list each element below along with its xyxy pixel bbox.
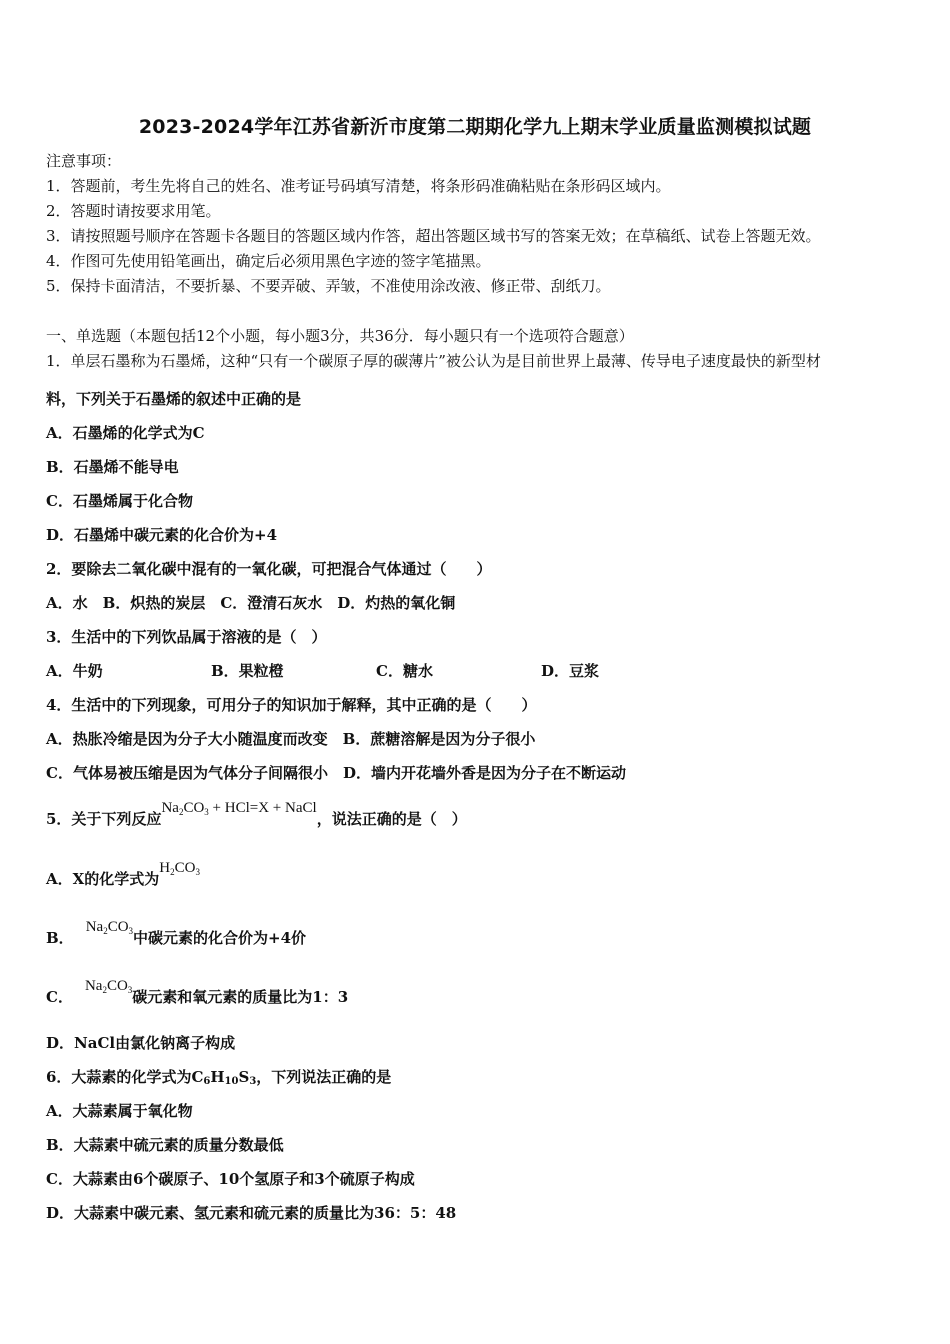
q5-option-c: C．$Na_2CO_3$碳元素和氧元素的质量比为1：3 <box>46 978 349 1006</box>
q5-option-d: D．NaCl由氯化钠离子构成 <box>46 1034 236 1052</box>
q6-option-b: B．大蒜素中硫元素的质量分数最低 <box>46 1136 284 1154</box>
q1-stem-line1: 1．单层石墨称为石墨烯，这种“只有一个碳原子厚的碳薄片”被公认为是目前世界上最薄、传导电子速度最快的新型材 <box>46 352 821 370</box>
q4-options-line2: C．气体易被压缩是因为气体分子间隔很小 D．墙内开花墙外香是因为分子在不断运动 <box>46 764 626 782</box>
q5-reaction-formula: $Na_2CO_3 + HCl=X$ + NaCl <box>161 800 317 817</box>
exam-title: 2023-2024学年江苏省新沂市度第二期期化学九上期末学业质量监测模拟试题 <box>138 116 812 138</box>
h2co3-formula: $H_2CO_3$ <box>159 860 200 877</box>
notice-item-2: 2．答题时请按要求用笔。 <box>46 202 221 220</box>
q5-option-b: B．$Na_2CO_3$中碳元素的化合价为+4价 <box>46 919 307 947</box>
q4-options-line1: A．热胀冷缩是因为分子大小随温度而改变 B．蔗糖溶解是因为分子很小 <box>46 730 536 748</box>
notice-item-3: 3．请按照题号顺序在答题卡各题目的答题区域内作答，超出答题区域书写的答案无效；在草稿纸、试卷上答题无效。 <box>46 227 821 245</box>
q6-stem: 6．大蒜素的化学式为C6H10S3，下列说法正确的是 <box>46 1068 392 1087</box>
q3-option-a: A．牛奶 <box>46 662 103 680</box>
q6-option-d: D．大蒜素中碳元素、氢元素和硫元素的质量比为36：5：48 <box>46 1204 457 1222</box>
notice-heading: 注意事项： <box>46 152 122 170</box>
q3-stem: 3．生活中的下列饮品属于溶液的是（ ） <box>46 628 327 646</box>
q1-option-c: C．石墨烯属于化合物 <box>46 492 193 510</box>
q5-stem-post: ，说法正确的是（ ） <box>316 810 467 828</box>
na2co3-formula-b: $Na_2CO_3$ <box>85 919 134 936</box>
q3-option-d: D．豆浆 <box>541 662 600 680</box>
na2co3-formula-c: $Na_2CO_3$ <box>84 978 133 995</box>
q5-option-a: A．X的化学式为$H_2CO_3$ <box>46 860 200 888</box>
notice-item-5: 5．保持卡面清洁，不要折暴、不要弄破、弄皱，不准使用涂改液、修正带、刮纸刀。 <box>46 277 611 295</box>
q1-option-a: A．石墨烯的化学式为C <box>46 424 205 442</box>
q4-stem: 4．生活中的下列现象，可用分子的知识加于解释，其中正确的是（ ） <box>46 696 537 714</box>
section-heading: 一、单选题（本题包括12个小题，每小题3分，共36分．每小题只有一个选项符合题意） <box>46 327 634 345</box>
q2-options: A．水 B．炽热的炭层 C．澄清石灰水 D．灼热的氧化铜 <box>46 594 456 612</box>
q2-stem: 2．要除去二氧化碳中混有的一氧化碳，可把混合气体通过（ ） <box>46 560 492 578</box>
q6-option-c: C．大蒜素由6个碳原子、10个氢原子和3个硫原子构成 <box>46 1170 415 1188</box>
q3-option-c: C．糖水 <box>376 662 433 680</box>
q1-option-d: D．石墨烯中碳元素的化合价为+4 <box>46 526 278 544</box>
q5-stem-pre: 5．关于下列反应 <box>46 810 162 828</box>
q5-stem <box>46 800 467 829</box>
q1-option-b: B．石墨烯不能导电 <box>46 458 179 476</box>
notice-item-4: 4．作图可先使用铅笔画出，确定后必须用黑色字迹的签字笔描黑。 <box>46 252 491 270</box>
q6-option-a: A．大蒜素属于氧化物 <box>46 1102 193 1120</box>
notice-item-1: 1．答题前，考生先将自己的姓名、准考证号码填写清楚，将条形码准确粘贴在条形码区域内。 <box>46 177 671 195</box>
q3-option-b: B．果粒橙 <box>211 662 284 680</box>
q1-stem-line2: 料，下列关于石墨烯的叙述中正确的是 <box>46 390 302 408</box>
